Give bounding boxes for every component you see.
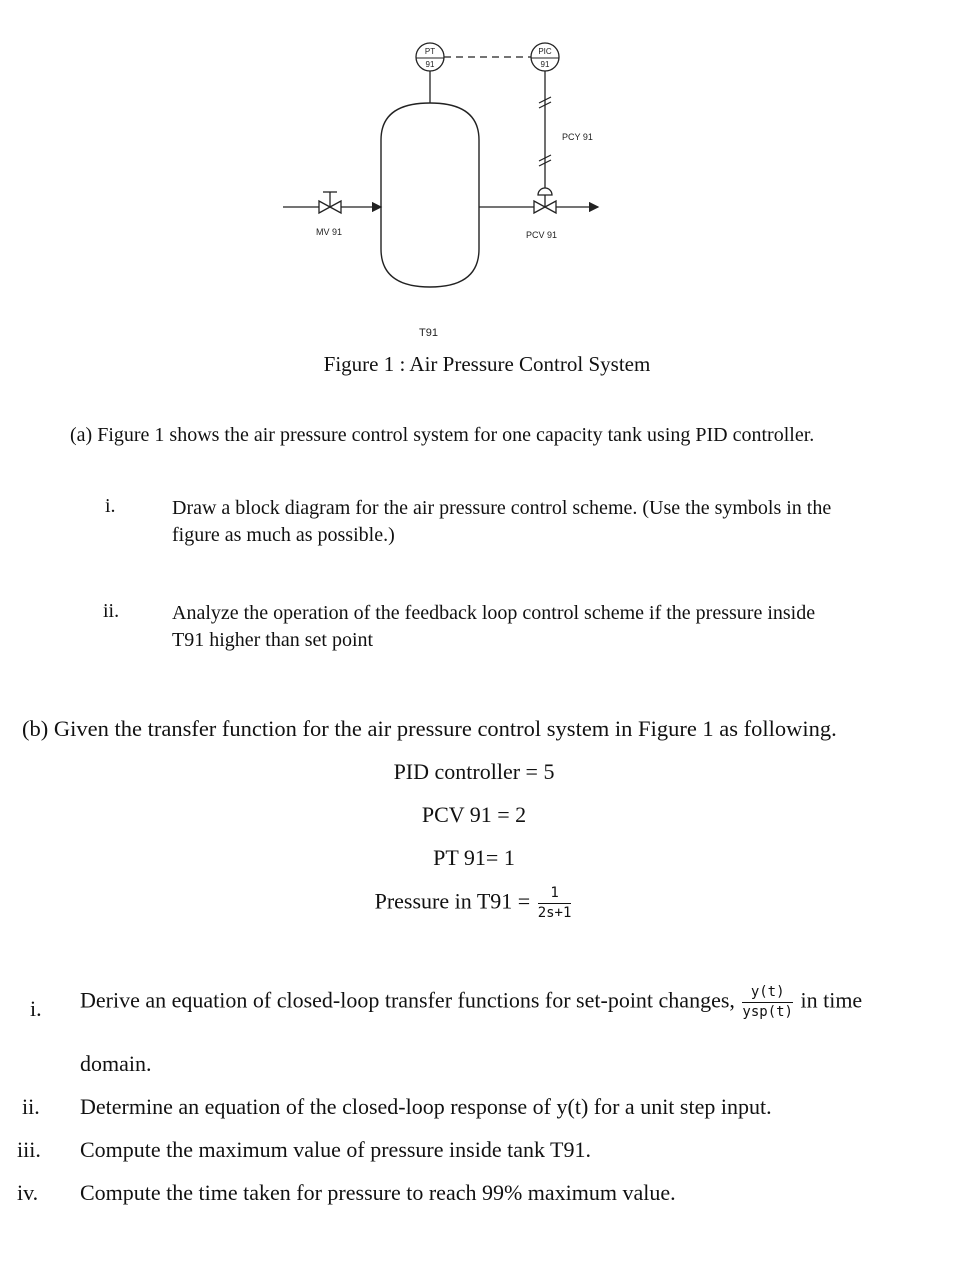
- part-b-item-4-text: Compute the time taken for pressure to reach 99% maximum value.: [80, 1180, 676, 1205]
- part-a-item-2-line1: Analyze the operation of the feedback loop control scheme if the pressure inside: [172, 602, 816, 624]
- part-a-item-1-line2: figure as much as possible.): [172, 524, 395, 546]
- part-b-item-1: [80, 984, 960, 1021]
- part-b-item-3-number: iii.: [17, 1137, 41, 1162]
- part-b-item-1-text-after: in time: [800, 987, 863, 1013]
- pressure-label: Pressure in T91 =: [374, 888, 531, 914]
- part-b-item-1-text: Derive an equation of closed-loop transfer functions for set-point changes,: [80, 987, 735, 1013]
- figure-caption: Figure 1 : Air Pressure Control System: [323, 352, 651, 376]
- pressure-denominator: 2s+1: [537, 905, 572, 921]
- part-a-item-1-line1: Draw a block diagram for the air pressure control scheme. (Use the symbols in the: [172, 497, 832, 519]
- pic91-number: 91: [540, 60, 550, 69]
- part-a-item-2-number: ii.: [103, 600, 120, 622]
- part-a-intro: (a) Figure 1 shows the air pressure control system for one capacity tank using PID controller.: [70, 424, 815, 446]
- part-a-item-2-line2: T91 higher than set point: [172, 629, 374, 651]
- equation-pcv: PCV 91 = 2: [421, 802, 527, 827]
- part-b-item-3-text: Compute the maximum value of pressure inside tank T91.: [80, 1137, 591, 1162]
- pcv91-label: PCV 91: [526, 230, 558, 240]
- manual-valve-mv91: [319, 192, 341, 213]
- pressure-controller-pic91: [531, 43, 559, 71]
- part-b-item-1-line2: domain.: [80, 1051, 152, 1076]
- pic91-tag: PIC: [538, 47, 552, 56]
- tank-label: T91: [419, 327, 438, 339]
- tank-t91: [381, 103, 479, 287]
- part-b-item-2-text: Determine an equation of the closed-loop response of y(t) for a unit step input.: [80, 1094, 772, 1119]
- fraction-denominator: ysp(t): [742, 1004, 793, 1020]
- figure-air-pressure-control: [0, 0, 960, 350]
- fraction-numerator: y(t): [742, 984, 793, 1003]
- equation-pid: PID controller = 5: [393, 759, 555, 784]
- pcy91-label: PCY 91: [562, 132, 593, 142]
- part-b-item-2-number: ii.: [22, 1094, 40, 1119]
- part-b-item-4-number: iv.: [17, 1180, 39, 1205]
- part-b-item-1-number: i.: [30, 996, 42, 1021]
- pneumatic-signal-line: [539, 71, 551, 188]
- pt91-tag: PT: [424, 47, 436, 56]
- closed-loop-fraction: [742, 984, 793, 1021]
- pressure-transfer-fraction: [538, 885, 572, 922]
- equation-pt: PT 91= 1: [433, 845, 515, 870]
- control-valve-pcv91: [534, 188, 556, 213]
- part-a-item-2: [172, 600, 932, 654]
- equation-pressure: [0, 885, 948, 922]
- mv91-label: MV 91: [316, 227, 343, 237]
- part-a-item-1: [172, 495, 932, 549]
- pressure-numerator: 1: [538, 885, 572, 904]
- part-b-intro: (b) Given the transfer function for the air pressure control system in Figure 1 as following.: [22, 716, 837, 741]
- part-a-item-1-number: i.: [105, 495, 116, 517]
- pt91-number: 91: [425, 60, 435, 69]
- pressure-transmitter-pt91: [416, 43, 444, 71]
